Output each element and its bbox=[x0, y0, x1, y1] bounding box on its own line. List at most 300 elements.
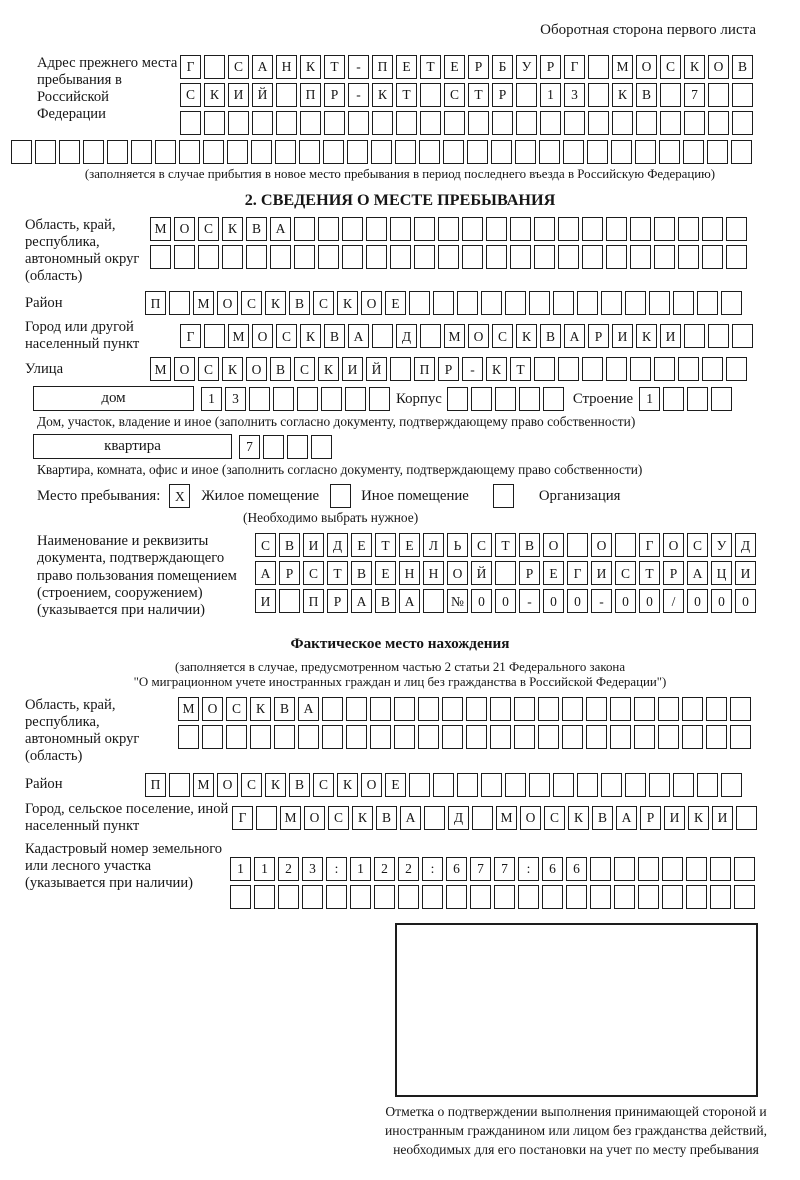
char-box[interactable] bbox=[588, 111, 609, 135]
char-box[interactable] bbox=[263, 435, 284, 459]
char-box[interactable] bbox=[227, 140, 248, 164]
char-box[interactable]: В bbox=[519, 533, 540, 557]
char-box[interactable]: 7 bbox=[684, 83, 705, 107]
char-box[interactable]: О bbox=[361, 291, 382, 315]
char-box[interactable]: 1 bbox=[639, 387, 660, 411]
char-box[interactable]: - bbox=[462, 357, 483, 381]
char-box[interactable]: - bbox=[591, 589, 612, 613]
stay-type-checkbox-zhiloe[interactable]: X bbox=[169, 484, 190, 508]
char-box[interactable] bbox=[348, 111, 369, 135]
char-box[interactable] bbox=[466, 697, 487, 721]
char-box[interactable]: 0 bbox=[639, 589, 660, 613]
char-box[interactable] bbox=[682, 697, 703, 721]
char-box[interactable]: А bbox=[564, 324, 585, 348]
char-box[interactable]: : bbox=[326, 857, 347, 881]
char-box[interactable] bbox=[433, 773, 454, 797]
char-box[interactable]: Д bbox=[735, 533, 756, 557]
char-box[interactable]: К bbox=[265, 773, 286, 797]
char-box[interactable] bbox=[660, 83, 681, 107]
char-box[interactable] bbox=[659, 140, 680, 164]
char-box[interactable] bbox=[562, 697, 583, 721]
char-box[interactable] bbox=[326, 885, 347, 909]
char-box[interactable]: Г bbox=[639, 533, 660, 557]
char-box[interactable] bbox=[510, 217, 531, 241]
char-box[interactable] bbox=[566, 885, 587, 909]
char-box[interactable] bbox=[298, 725, 319, 749]
char-box[interactable]: М bbox=[280, 806, 301, 830]
char-box[interactable]: Р bbox=[468, 55, 489, 79]
char-box[interactable] bbox=[721, 291, 742, 315]
char-box[interactable]: С bbox=[328, 806, 349, 830]
char-box[interactable]: С bbox=[660, 55, 681, 79]
char-box[interactable] bbox=[588, 83, 609, 107]
char-box[interactable] bbox=[414, 245, 435, 269]
char-box[interactable]: Г bbox=[180, 55, 201, 79]
char-box[interactable] bbox=[634, 725, 655, 749]
char-box[interactable] bbox=[514, 697, 535, 721]
char-box[interactable] bbox=[519, 387, 540, 411]
char-box[interactable]: Е bbox=[543, 561, 564, 585]
char-box[interactable] bbox=[710, 885, 731, 909]
char-box[interactable]: С bbox=[313, 291, 334, 315]
char-box[interactable] bbox=[279, 589, 300, 613]
char-box[interactable]: Е bbox=[399, 533, 420, 557]
char-box[interactable]: Й bbox=[252, 83, 273, 107]
char-box[interactable] bbox=[198, 245, 219, 269]
char-box[interactable] bbox=[529, 291, 550, 315]
char-box[interactable]: 2 bbox=[278, 857, 299, 881]
char-box[interactable] bbox=[539, 140, 560, 164]
char-box[interactable]: О bbox=[202, 697, 223, 721]
char-box[interactable]: И bbox=[660, 324, 681, 348]
char-box[interactable] bbox=[635, 140, 656, 164]
char-box[interactable]: Е bbox=[351, 533, 372, 557]
char-box[interactable] bbox=[342, 217, 363, 241]
char-box[interactable] bbox=[495, 561, 516, 585]
char-box[interactable]: М bbox=[444, 324, 465, 348]
char-box[interactable]: Р bbox=[327, 589, 348, 613]
char-box[interactable] bbox=[226, 725, 247, 749]
char-box[interactable]: О bbox=[636, 55, 657, 79]
char-box[interactable]: С bbox=[492, 324, 513, 348]
char-box[interactable] bbox=[611, 140, 632, 164]
char-box[interactable] bbox=[678, 357, 699, 381]
char-box[interactable] bbox=[630, 217, 651, 241]
char-box[interactable]: К bbox=[300, 324, 321, 348]
char-box[interactable] bbox=[409, 291, 430, 315]
char-box[interactable]: С bbox=[180, 83, 201, 107]
char-box[interactable] bbox=[731, 140, 752, 164]
char-box[interactable]: 3 bbox=[225, 387, 246, 411]
char-box[interactable] bbox=[444, 111, 465, 135]
char-box[interactable] bbox=[318, 245, 339, 269]
char-box[interactable] bbox=[252, 111, 273, 135]
char-box[interactable] bbox=[419, 140, 440, 164]
char-box[interactable] bbox=[662, 857, 683, 881]
char-box[interactable]: Т bbox=[375, 533, 396, 557]
char-box[interactable] bbox=[634, 697, 655, 721]
char-box[interactable]: 6 bbox=[566, 857, 587, 881]
char-box[interactable] bbox=[278, 885, 299, 909]
char-box[interactable]: Е bbox=[396, 55, 417, 79]
char-box[interactable] bbox=[442, 697, 463, 721]
char-box[interactable] bbox=[730, 697, 751, 721]
char-box[interactable] bbox=[131, 140, 152, 164]
char-box[interactable] bbox=[563, 140, 584, 164]
char-box[interactable]: Р bbox=[279, 561, 300, 585]
char-box[interactable] bbox=[673, 773, 694, 797]
char-box[interactable]: 3 bbox=[564, 83, 585, 107]
char-box[interactable] bbox=[730, 725, 751, 749]
char-box[interactable]: Е bbox=[385, 773, 406, 797]
char-box[interactable]: Д bbox=[448, 806, 469, 830]
char-box[interactable] bbox=[683, 140, 704, 164]
char-box[interactable]: О bbox=[663, 533, 684, 557]
char-box[interactable]: С bbox=[198, 217, 219, 241]
char-box[interactable]: О bbox=[217, 291, 238, 315]
char-box[interactable] bbox=[275, 140, 296, 164]
char-box[interactable] bbox=[347, 140, 368, 164]
char-box[interactable]: В bbox=[246, 217, 267, 241]
char-box[interactable] bbox=[35, 140, 56, 164]
char-box[interactable] bbox=[697, 773, 718, 797]
char-box[interactable] bbox=[615, 533, 636, 557]
char-box[interactable]: А bbox=[400, 806, 421, 830]
char-box[interactable] bbox=[518, 885, 539, 909]
char-box[interactable] bbox=[394, 725, 415, 749]
char-box[interactable] bbox=[481, 291, 502, 315]
char-box[interactable] bbox=[515, 140, 536, 164]
char-box[interactable] bbox=[418, 697, 439, 721]
char-box[interactable]: А bbox=[298, 697, 319, 721]
char-box[interactable]: К bbox=[222, 217, 243, 241]
char-box[interactable] bbox=[663, 387, 684, 411]
char-box[interactable]: К bbox=[372, 83, 393, 107]
char-box[interactable] bbox=[230, 885, 251, 909]
char-box[interactable] bbox=[658, 697, 679, 721]
char-box[interactable] bbox=[726, 357, 747, 381]
char-box[interactable] bbox=[409, 773, 430, 797]
char-box[interactable] bbox=[534, 217, 555, 241]
char-box[interactable] bbox=[732, 111, 753, 135]
char-box[interactable]: А bbox=[399, 589, 420, 613]
char-box[interactable]: К bbox=[265, 291, 286, 315]
char-box[interactable] bbox=[204, 55, 225, 79]
char-box[interactable]: С bbox=[228, 55, 249, 79]
char-box[interactable]: Г bbox=[180, 324, 201, 348]
char-box[interactable]: К bbox=[337, 291, 358, 315]
char-box[interactable] bbox=[204, 324, 225, 348]
char-box[interactable]: - bbox=[348, 55, 369, 79]
char-box[interactable] bbox=[686, 885, 707, 909]
char-box[interactable]: Б bbox=[492, 55, 513, 79]
char-box[interactable] bbox=[83, 140, 104, 164]
char-box[interactable]: К bbox=[318, 357, 339, 381]
char-box[interactable]: П bbox=[145, 291, 166, 315]
char-box[interactable]: С bbox=[544, 806, 565, 830]
char-box[interactable] bbox=[534, 357, 555, 381]
char-box[interactable] bbox=[610, 725, 631, 749]
char-box[interactable]: Р bbox=[540, 55, 561, 79]
char-box[interactable] bbox=[447, 387, 468, 411]
char-box[interactable]: О bbox=[520, 806, 541, 830]
char-box[interactable] bbox=[486, 245, 507, 269]
char-box[interactable] bbox=[630, 357, 651, 381]
char-box[interactable]: К bbox=[300, 55, 321, 79]
char-box[interactable]: 0 bbox=[543, 589, 564, 613]
char-box[interactable] bbox=[297, 387, 318, 411]
char-box[interactable] bbox=[442, 725, 463, 749]
char-box[interactable]: В bbox=[592, 806, 613, 830]
char-box[interactable] bbox=[543, 387, 564, 411]
char-box[interactable]: И bbox=[342, 357, 363, 381]
char-box[interactable]: О bbox=[174, 217, 195, 241]
char-box[interactable] bbox=[708, 111, 729, 135]
char-box[interactable] bbox=[630, 245, 651, 269]
char-box[interactable]: Ь bbox=[447, 533, 468, 557]
char-box[interactable] bbox=[564, 111, 585, 135]
char-box[interactable]: 7 bbox=[470, 857, 491, 881]
char-box[interactable] bbox=[323, 140, 344, 164]
char-box[interactable]: В bbox=[376, 806, 397, 830]
char-box[interactable]: 0 bbox=[471, 589, 492, 613]
char-box[interactable]: М bbox=[193, 291, 214, 315]
char-box[interactable]: Ц bbox=[711, 561, 732, 585]
char-box[interactable] bbox=[345, 387, 366, 411]
char-box[interactable] bbox=[276, 111, 297, 135]
char-box[interactable] bbox=[294, 245, 315, 269]
char-box[interactable]: 1 bbox=[350, 857, 371, 881]
char-box[interactable] bbox=[586, 697, 607, 721]
char-box[interactable]: Р bbox=[438, 357, 459, 381]
char-box[interactable]: 1 bbox=[540, 83, 561, 107]
char-box[interactable] bbox=[203, 140, 224, 164]
char-box[interactable] bbox=[577, 291, 598, 315]
char-box[interactable]: П bbox=[372, 55, 393, 79]
char-box[interactable] bbox=[590, 857, 611, 881]
char-box[interactable]: 2 bbox=[398, 857, 419, 881]
char-box[interactable] bbox=[638, 885, 659, 909]
char-box[interactable] bbox=[612, 111, 633, 135]
char-box[interactable]: П bbox=[414, 357, 435, 381]
char-box[interactable]: А bbox=[616, 806, 637, 830]
char-box[interactable] bbox=[287, 435, 308, 459]
char-box[interactable] bbox=[274, 725, 295, 749]
char-box[interactable]: А bbox=[252, 55, 273, 79]
char-box[interactable] bbox=[721, 773, 742, 797]
char-box[interactable] bbox=[438, 217, 459, 241]
char-box[interactable]: Н bbox=[276, 55, 297, 79]
char-box[interactable] bbox=[736, 806, 757, 830]
char-box[interactable]: Г bbox=[232, 806, 253, 830]
char-box[interactable] bbox=[582, 217, 603, 241]
char-box[interactable] bbox=[606, 217, 627, 241]
char-box[interactable] bbox=[462, 245, 483, 269]
char-box[interactable] bbox=[366, 217, 387, 241]
char-box[interactable]: С bbox=[241, 773, 262, 797]
char-box[interactable] bbox=[662, 885, 683, 909]
char-box[interactable] bbox=[256, 806, 277, 830]
char-box[interactable] bbox=[567, 533, 588, 557]
char-box[interactable]: 0 bbox=[567, 589, 588, 613]
char-box[interactable] bbox=[577, 773, 598, 797]
char-box[interactable] bbox=[372, 324, 393, 348]
char-box[interactable]: О bbox=[217, 773, 238, 797]
char-box[interactable]: К bbox=[636, 324, 657, 348]
char-box[interactable]: К bbox=[222, 357, 243, 381]
char-box[interactable]: Р bbox=[588, 324, 609, 348]
char-box[interactable]: С bbox=[471, 533, 492, 557]
char-box[interactable] bbox=[734, 885, 755, 909]
char-box[interactable]: В bbox=[289, 291, 310, 315]
stay-type-checkbox-org[interactable] bbox=[493, 484, 514, 508]
char-box[interactable] bbox=[586, 725, 607, 749]
char-box[interactable]: И bbox=[591, 561, 612, 585]
char-box[interactable] bbox=[614, 857, 635, 881]
char-box[interactable]: О bbox=[174, 357, 195, 381]
char-box[interactable]: С bbox=[313, 773, 334, 797]
char-box[interactable]: 0 bbox=[495, 589, 516, 613]
char-box[interactable] bbox=[420, 83, 441, 107]
house-type-box[interactable]: дом bbox=[33, 386, 194, 411]
char-box[interactable] bbox=[11, 140, 32, 164]
char-box[interactable] bbox=[294, 217, 315, 241]
char-box[interactable] bbox=[370, 725, 391, 749]
char-box[interactable] bbox=[270, 245, 291, 269]
char-box[interactable]: : bbox=[422, 857, 443, 881]
char-box[interactable] bbox=[228, 111, 249, 135]
char-box[interactable] bbox=[155, 140, 176, 164]
char-box[interactable] bbox=[390, 217, 411, 241]
char-box[interactable] bbox=[394, 697, 415, 721]
char-box[interactable] bbox=[636, 111, 657, 135]
char-box[interactable]: Т bbox=[327, 561, 348, 585]
char-box[interactable] bbox=[706, 697, 727, 721]
char-box[interactable]: Т bbox=[396, 83, 417, 107]
char-box[interactable] bbox=[424, 806, 445, 830]
char-box[interactable] bbox=[601, 291, 622, 315]
char-box[interactable]: Т bbox=[324, 55, 345, 79]
char-box[interactable]: И bbox=[255, 589, 276, 613]
char-box[interactable]: Р bbox=[663, 561, 684, 585]
char-box[interactable] bbox=[625, 291, 646, 315]
char-box[interactable] bbox=[299, 140, 320, 164]
char-box[interactable]: П bbox=[145, 773, 166, 797]
char-box[interactable] bbox=[178, 725, 199, 749]
char-box[interactable] bbox=[169, 291, 190, 315]
char-box[interactable]: Т bbox=[468, 83, 489, 107]
char-box[interactable]: Д bbox=[327, 533, 348, 557]
char-box[interactable] bbox=[582, 357, 603, 381]
char-box[interactable] bbox=[466, 725, 487, 749]
char-box[interactable]: М bbox=[228, 324, 249, 348]
char-box[interactable] bbox=[558, 217, 579, 241]
char-box[interactable] bbox=[490, 725, 511, 749]
char-box[interactable] bbox=[562, 725, 583, 749]
char-box[interactable] bbox=[684, 111, 705, 135]
char-box[interactable]: М bbox=[193, 773, 214, 797]
char-box[interactable] bbox=[734, 857, 755, 881]
char-box[interactable]: К bbox=[688, 806, 709, 830]
char-box[interactable]: Г bbox=[567, 561, 588, 585]
char-box[interactable] bbox=[654, 217, 675, 241]
char-box[interactable] bbox=[494, 885, 515, 909]
char-box[interactable] bbox=[366, 245, 387, 269]
char-box[interactable]: К bbox=[250, 697, 271, 721]
char-box[interactable]: 3 bbox=[302, 857, 323, 881]
char-box[interactable] bbox=[418, 725, 439, 749]
char-box[interactable] bbox=[587, 140, 608, 164]
char-box[interactable]: 0 bbox=[735, 589, 756, 613]
char-box[interactable] bbox=[538, 725, 559, 749]
char-box[interactable]: О bbox=[252, 324, 273, 348]
char-box[interactable] bbox=[486, 217, 507, 241]
char-box[interactable] bbox=[457, 773, 478, 797]
char-box[interactable] bbox=[540, 111, 561, 135]
char-box[interactable] bbox=[638, 857, 659, 881]
char-box[interactable] bbox=[710, 857, 731, 881]
char-box[interactable] bbox=[346, 697, 367, 721]
char-box[interactable] bbox=[169, 773, 190, 797]
apartment-type-box[interactable]: квартира bbox=[33, 434, 232, 459]
char-box[interactable] bbox=[658, 725, 679, 749]
char-box[interactable] bbox=[610, 697, 631, 721]
char-box[interactable]: 7 bbox=[239, 435, 260, 459]
char-box[interactable] bbox=[472, 806, 493, 830]
char-box[interactable]: - bbox=[348, 83, 369, 107]
char-box[interactable]: М bbox=[178, 697, 199, 721]
char-box[interactable]: К bbox=[684, 55, 705, 79]
char-box[interactable]: В bbox=[324, 324, 345, 348]
char-box[interactable] bbox=[708, 83, 729, 107]
char-box[interactable]: С bbox=[226, 697, 247, 721]
char-box[interactable] bbox=[505, 291, 526, 315]
char-box[interactable] bbox=[59, 140, 80, 164]
char-box[interactable] bbox=[390, 245, 411, 269]
char-box[interactable] bbox=[649, 773, 670, 797]
char-box[interactable]: К bbox=[486, 357, 507, 381]
char-box[interactable] bbox=[250, 725, 271, 749]
char-box[interactable]: В bbox=[274, 697, 295, 721]
char-box[interactable]: В bbox=[351, 561, 372, 585]
char-box[interactable] bbox=[707, 140, 728, 164]
stay-type-checkbox-inoe[interactable] bbox=[330, 484, 351, 508]
char-box[interactable]: С bbox=[276, 324, 297, 348]
char-box[interactable]: Р bbox=[324, 83, 345, 107]
char-box[interactable] bbox=[390, 357, 411, 381]
char-box[interactable]: № bbox=[447, 589, 468, 613]
char-box[interactable] bbox=[542, 885, 563, 909]
char-box[interactable] bbox=[369, 387, 390, 411]
char-box[interactable] bbox=[553, 773, 574, 797]
char-box[interactable]: 0 bbox=[711, 589, 732, 613]
char-box[interactable] bbox=[516, 83, 537, 107]
char-box[interactable] bbox=[697, 291, 718, 315]
char-box[interactable]: И bbox=[735, 561, 756, 585]
char-box[interactable] bbox=[414, 217, 435, 241]
char-box[interactable]: Т bbox=[420, 55, 441, 79]
char-box[interactable] bbox=[558, 357, 579, 381]
char-box[interactable]: Г bbox=[564, 55, 585, 79]
char-box[interactable]: О bbox=[361, 773, 382, 797]
char-box[interactable] bbox=[372, 111, 393, 135]
char-box[interactable] bbox=[660, 111, 681, 135]
char-box[interactable] bbox=[273, 387, 294, 411]
char-box[interactable]: В bbox=[289, 773, 310, 797]
char-box[interactable] bbox=[300, 111, 321, 135]
char-box[interactable]: Н bbox=[399, 561, 420, 585]
char-box[interactable]: А bbox=[348, 324, 369, 348]
